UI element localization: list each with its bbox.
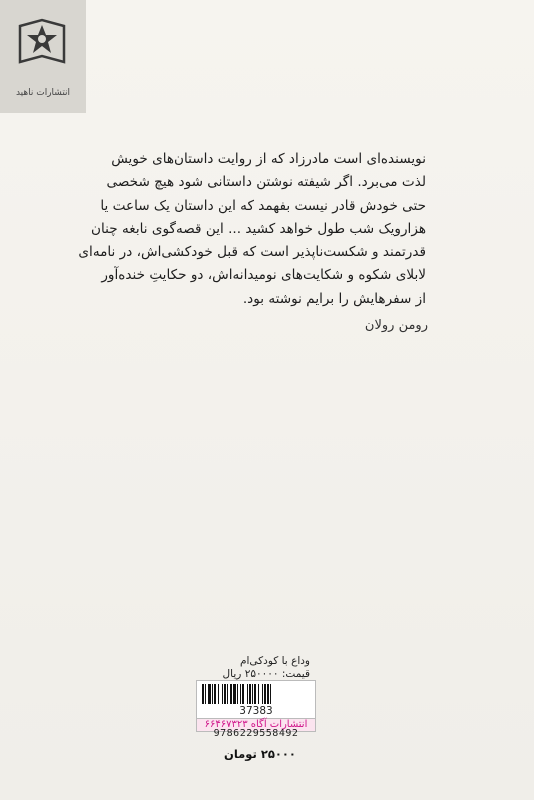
blurb-line: نویسنده‌ای است مادرزاد که از روایت داستان‌های خویش xyxy=(111,151,426,167)
barcode-bar xyxy=(249,684,251,704)
barcode-bar xyxy=(218,684,219,704)
barcode-bar xyxy=(262,684,263,704)
blurb-line: لذت می‌برد. اگر شیفته نوشتن داستانی شود هیچ شخصی xyxy=(106,174,426,191)
barcode-bar xyxy=(267,684,269,704)
barcode-bar xyxy=(222,684,223,704)
barcode-bar xyxy=(242,684,244,704)
barcode-bar xyxy=(224,684,226,704)
barcode-bar xyxy=(254,684,256,704)
barcode-bar xyxy=(230,684,232,704)
sticker-book-title: وداع با کودکی‌ام xyxy=(240,655,310,667)
isbn-number: 9786229558492 xyxy=(213,728,299,739)
barcode-bar xyxy=(214,684,216,704)
barcode-bar xyxy=(227,684,228,704)
blurb-line: لابلای شکوه و شکایت‌های نومیدانه‌اش، دو حکایتِ خنده‌آور xyxy=(101,267,426,284)
barcode-bar xyxy=(233,684,236,704)
barcode-bar xyxy=(208,684,211,704)
barcode-bar xyxy=(240,684,241,704)
barcode-bar xyxy=(205,684,206,704)
barcode-bar xyxy=(270,684,271,704)
publisher-logo-box xyxy=(0,0,86,113)
barcode-bar xyxy=(252,684,253,704)
blurb-line: از سفرهایش را برایم نوشته بود. xyxy=(242,290,426,307)
barcode-number: 37383 xyxy=(196,705,316,718)
barcode-bar xyxy=(264,684,266,704)
blurb-line: حتی خودش قادر نیست بفهمد که این داستان یک ساعت یا xyxy=(100,197,426,214)
barcode-bar xyxy=(212,684,213,704)
barcode-bar xyxy=(237,684,238,704)
cover-price: ۲۵۰۰۰ تومان xyxy=(224,747,296,761)
barcode-bar xyxy=(247,684,248,704)
sticker-price: قیمت: ۲۵۰۰۰۰ ریال xyxy=(222,668,310,680)
publisher-logo-text: انتشارات ناهید xyxy=(15,88,71,98)
barcode-bar xyxy=(202,684,204,704)
blurb-line: هزارویک شب طول خواهد کشید ... این قصه‌گوی نابغه چنان xyxy=(91,220,426,237)
back-cover-blurb xyxy=(78,148,426,311)
barcode xyxy=(196,680,316,708)
publisher-sticker: انتشارات آگاه ۶۶۴۶۷۳۲۳ xyxy=(196,718,316,732)
barcode-icon xyxy=(201,684,311,704)
blurb-line: قدرتمند و شکست‌ناپذیر است که قبل خودکشی‌اش، در نامه‌ای xyxy=(78,244,426,261)
star-book-logo-icon xyxy=(16,16,68,68)
barcode-bar xyxy=(258,684,259,704)
blurb-author: رومن رولان xyxy=(364,318,428,333)
